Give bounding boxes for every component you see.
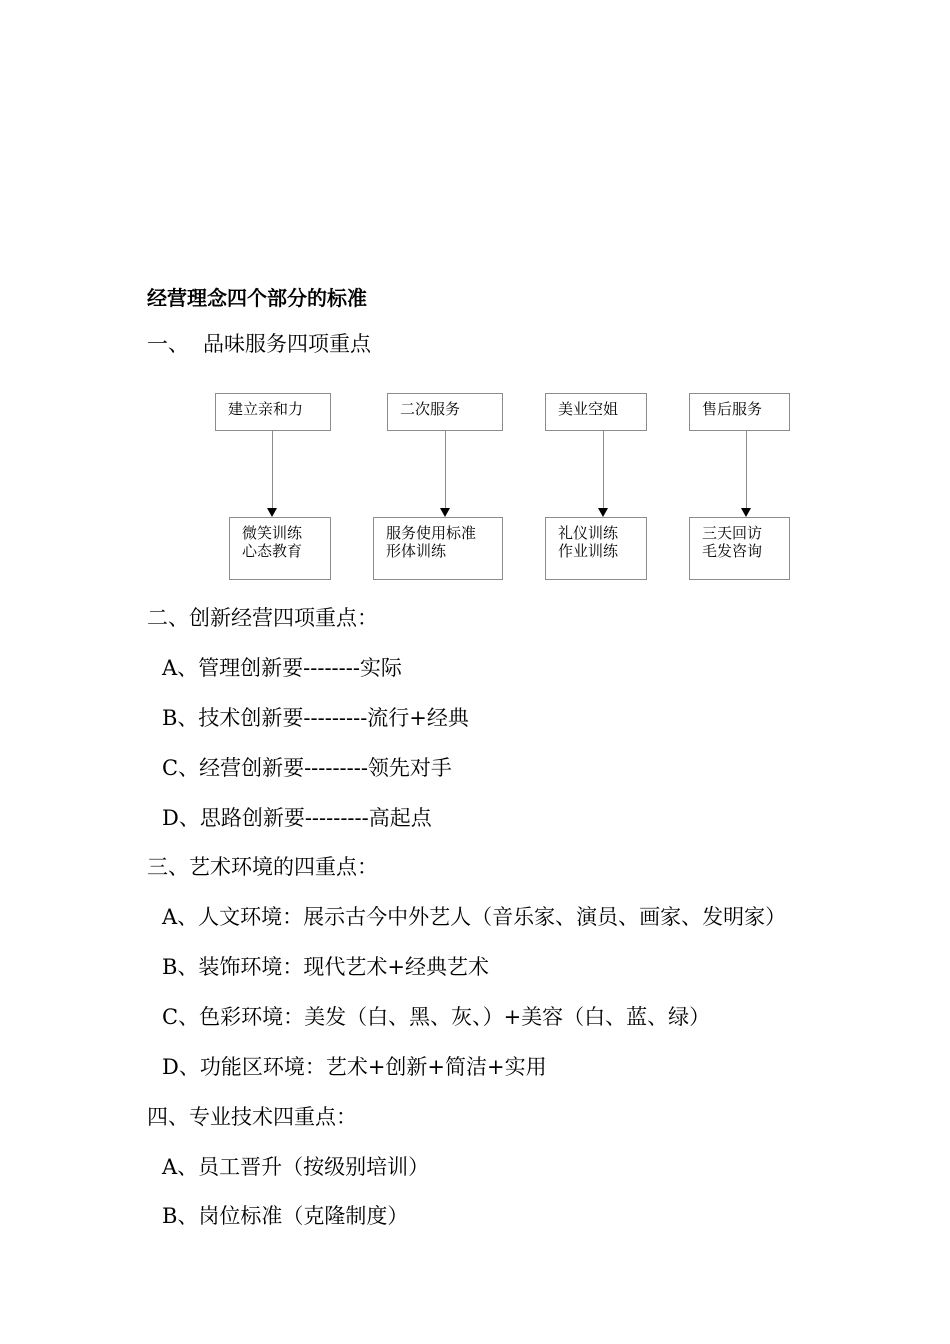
bottom-box-2-line2: 形体训练 [386,542,447,560]
section4-item-a: A、员工晋升（按级别培训） [162,1155,430,1179]
connector-line-2 [445,431,446,508]
connector-line-4 [746,431,747,508]
section3-item-a: A、人文环境：展示古今中外艺人（音乐家、演员、画家、发明家） [162,905,787,929]
top-box-2-label: 二次服务 [400,400,461,418]
section2-item-a: A、管理创新要--------实际 [162,656,402,680]
section2-heading: 二、创新经营四项重点： [147,606,378,630]
top-box-4 [689,393,790,431]
section1-heading: 品味服务四项重点 [203,332,371,356]
section2-item-c: C、经营创新要---------领先对手 [162,756,452,780]
bottom-box-3-line2: 作业训练 [558,542,619,560]
section3-item-d: D、功能区环境：艺术+创新+简洁+实用 [162,1055,547,1079]
section3-item-b: B、装饰环境：现代艺术+经典艺术 [162,955,490,979]
bottom-box-4-line1: 三天回访 [702,524,763,542]
section1-number: 一、 [147,332,189,356]
bottom-box-3-line1: 礼仪训练 [558,524,619,542]
connector-line-3 [603,431,604,508]
arrow-down-icon [598,508,608,517]
bottom-box-2 [373,517,503,580]
section4-item-b: B、岗位标准（克隆制度） [162,1204,409,1228]
top-box-2 [387,393,503,431]
section2-item-d: D、思路创新要---------高起点 [162,806,432,830]
bottom-box-1 [229,517,331,580]
bottom-box-4 [689,517,790,580]
bottom-box-1-line1: 微笑训练 [242,524,303,542]
bottom-box-4-line2: 毛发咨询 [702,542,763,560]
top-box-1-label: 建立亲和力 [228,400,304,418]
bottom-box-1-line2: 心态教育 [242,542,303,560]
top-box-3 [545,393,647,431]
bottom-box-3 [545,517,647,580]
arrow-down-icon [741,508,751,517]
bottom-box-2-line1: 服务使用标准 [386,524,477,542]
connector-line-1 [272,431,273,508]
arrow-down-icon [440,508,450,517]
top-box-4-label: 售后服务 [702,400,763,418]
top-box-3-label: 美业空姐 [558,400,619,418]
document-title: 经营理念四个部分的标准 [147,286,367,310]
section2-item-b: B、技术创新要---------流行+经典 [162,706,469,730]
arrow-down-icon [267,508,277,517]
section3-heading: 三、艺术环境的四重点： [147,855,378,879]
top-box-1 [215,393,331,431]
section4-heading: 四、专业技术四重点： [147,1105,357,1129]
section3-item-c: C、色彩环境：美发（白、黑、灰、）+美容（白、蓝、绿） [162,1005,711,1029]
